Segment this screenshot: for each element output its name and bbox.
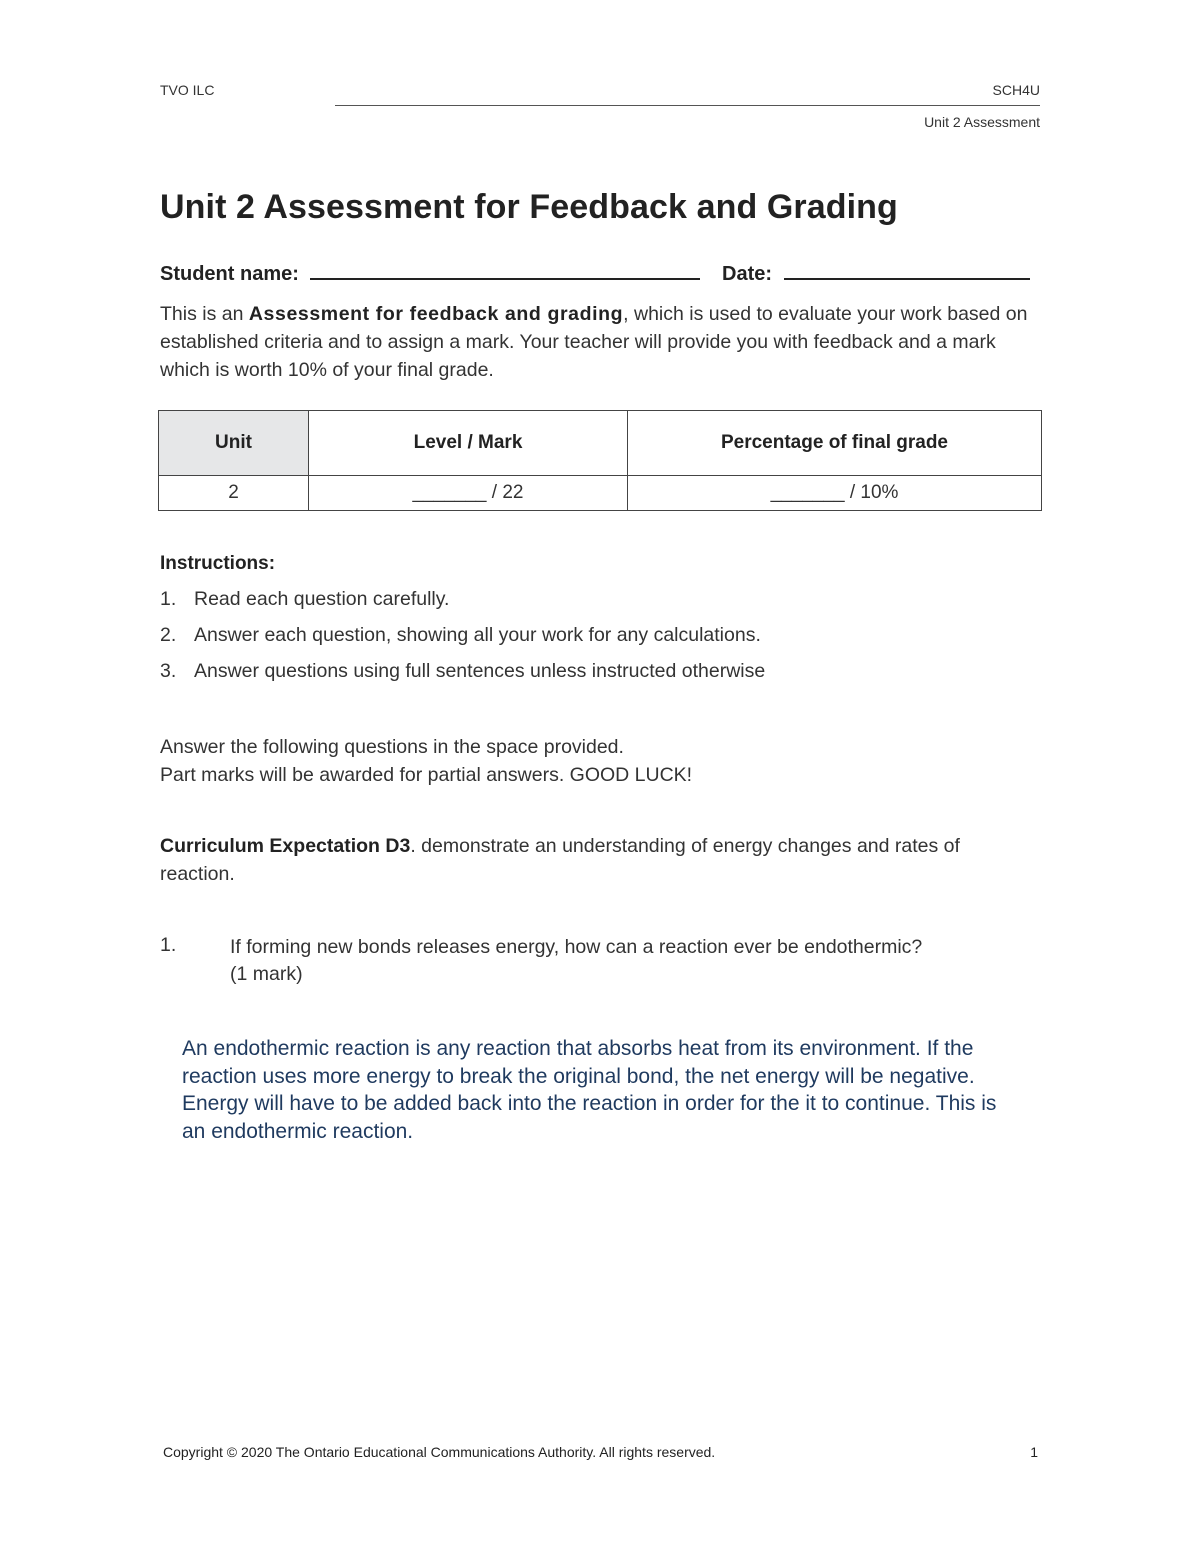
grade-table-header-unit: Unit <box>159 411 309 476</box>
date-label: Date: <box>722 263 773 285</box>
page-number: 1 <box>1030 1444 1038 1460</box>
curriculum-text: . demonstrate an understanding of energy changes and rates of reaction. <box>160 835 960 885</box>
grade-table-cell-unit: 2 <box>159 476 309 511</box>
intro-paragraph <box>160 300 1040 384</box>
curriculum-expectation <box>160 832 1040 888</box>
intro-suffix: , which is used to evaluate your work based on established criteria and to assign a mark. Your teacher will provide you with feedback and a mark which is worth 10% of your final grade. <box>160 303 1028 381</box>
grade-table-cell-percentage[interactable]: _______ / 10% <box>628 476 1042 511</box>
notes-paragraph <box>160 733 1040 789</box>
grade-table-cell-mark[interactable]: _______ / 22 <box>309 476 628 511</box>
curriculum-label: Curriculum Expectation D3 <box>160 835 411 857</box>
list-item-text: Read each question carefully. <box>194 588 450 610</box>
grade-table-header-row <box>159 411 1042 476</box>
instructions-list <box>160 588 765 696</box>
header-subtitle: Unit 2 Assessment <box>924 114 1040 130</box>
student-name-field[interactable] <box>310 262 700 280</box>
page-title: Unit 2 Assessment for Feedback and Grading <box>160 188 898 226</box>
answer-1-text[interactable]: An endothermic reaction is any reaction that absorbs heat from its environment. If the reaction uses more energy to break the original bond, the net energy will be negative. Energy will have to be added back into the reaction in order for the it to continue. This is an endothermic reaction. <box>182 1037 997 1143</box>
list-item <box>160 624 765 660</box>
list-item <box>160 588 765 624</box>
grade-table-header-percentage: Percentage of final grade <box>628 411 1042 476</box>
grade-table <box>158 410 1042 511</box>
question-1-marks: (1 mark) <box>230 963 303 985</box>
student-name-label: Student name: <box>160 263 299 285</box>
header-org: TVO ILC <box>160 82 215 98</box>
student-info-row <box>160 262 1042 286</box>
list-item-text: Answer questions using full sentences unless instructed otherwise <box>194 660 766 682</box>
header-course: SCH4U <box>992 82 1040 98</box>
list-item-number: 3. <box>160 660 177 682</box>
footer-copyright: Copyright © 2020 The Ontario Educational Communications Authority. All rights reserved. <box>163 1444 716 1460</box>
list-item <box>160 660 765 696</box>
list-item-number: 2. <box>160 624 177 646</box>
grade-table-row <box>159 476 1042 511</box>
question-1-text <box>230 934 1030 988</box>
grade-table-header-level: Level / Mark <box>309 411 628 476</box>
question-1-prompt: If forming new bonds releases energy, how can a reaction ever be endothermic? <box>230 936 923 958</box>
instructions-heading: Instructions: <box>160 553 276 574</box>
date-field[interactable] <box>784 262 1030 280</box>
notes-line-2: Part marks will be awarded for partial answers. GOOD LUCK! <box>160 764 693 786</box>
intro-prefix: This is an <box>160 303 249 325</box>
list-item-number: 1. <box>160 588 177 610</box>
intro-bold: Assessment for feedback and grading <box>248 303 624 325</box>
header-rule <box>335 105 1040 106</box>
notes-line-1: Answer the following questions in the space provided. <box>160 736 624 758</box>
question-1-number: 1. <box>160 934 177 956</box>
list-item-text: Answer each question, showing all your work for any calculations. <box>194 624 761 646</box>
